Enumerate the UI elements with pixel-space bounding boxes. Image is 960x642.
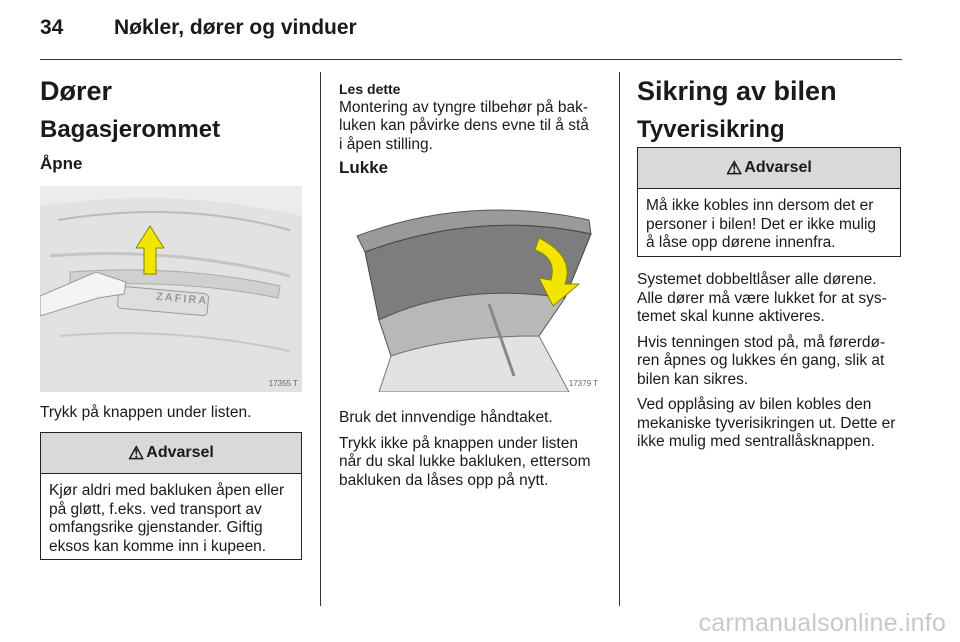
warning-triangle-icon: ⚠	[128, 442, 145, 463]
text-line: ren åpnes og lukkes én gang, slik at	[637, 352, 885, 369]
paragraph	[637, 334, 907, 390]
warning-header	[41, 433, 301, 474]
heading-open: Åpne	[40, 154, 83, 173]
warning-header	[638, 148, 900, 189]
text-line: Må ikke kobles inn dersom det er	[646, 197, 874, 214]
text-line: Systemet dobbeltlåser alle dørene.	[637, 271, 877, 288]
page-number: 34	[40, 16, 64, 39]
watermark: carmanualsonline.info	[698, 609, 946, 637]
paragraph	[339, 435, 604, 491]
text-line: å låse opp dørene innenfra.	[646, 234, 836, 251]
paragraph	[637, 271, 907, 327]
paragraph	[339, 409, 604, 428]
text-line: Alle dører må være lukket for at sys-	[637, 289, 887, 307]
figure-code: 17355 T	[268, 379, 298, 388]
text-line: luken kan påvirke dens evne til å stå	[339, 117, 589, 134]
text-line: når du skal lukke bakluken, ettersom	[339, 453, 591, 470]
text-line: temet skal kunne aktiveres.	[637, 308, 825, 325]
note-label: Les dette	[339, 81, 401, 97]
close-instructions	[339, 409, 604, 497]
text-line: Trykk ikke på knappen under listen	[339, 434, 578, 452]
header-rule	[40, 59, 902, 60]
figure-code: 17379 T	[568, 379, 598, 388]
model-badge: ZAFIRA	[155, 290, 209, 308]
figure-open-tailgate	[40, 186, 302, 392]
warning-text	[41, 474, 301, 564]
text-line: Ved opplåsing av bilen kobles den	[637, 396, 872, 413]
open-instruction	[40, 404, 251, 423]
warning-text	[638, 189, 900, 261]
section-title-doors: Dører	[40, 76, 113, 106]
antitheft-text	[637, 271, 907, 459]
text-line: mekaniske tyverisikringen ut. Dette er	[637, 414, 896, 432]
text-line: Montering av tyngre tilbehør på bak-	[339, 98, 588, 116]
text-line: på gløtt, f.eks. ved transport av	[49, 500, 262, 518]
warning-triangle-icon: ⚠	[726, 157, 743, 178]
warning-box	[40, 432, 302, 560]
warning-box	[637, 147, 901, 257]
text-line: bakluken da låses opp på nytt.	[339, 471, 549, 489]
text-line: i åpen stilling.	[339, 135, 433, 153]
note-block	[339, 80, 589, 154]
paragraph	[637, 396, 907, 452]
text-line: bilen kan sikres.	[637, 370, 749, 388]
text-line: Trykk på knappen under listen.	[40, 404, 252, 421]
section-title-security: Sikring av bilen	[637, 76, 837, 106]
text-line: personer i bilen! Det er ikke mulig	[646, 215, 877, 233]
chapter-title: Nøkler, dører og vinduer	[114, 16, 357, 39]
column-divider	[619, 72, 620, 606]
text-line: Bruk det innvendige håndtaket.	[339, 409, 553, 426]
warning-title: Advarsel	[744, 159, 812, 176]
subsection-title-trunk: Bagasjerommet	[40, 116, 221, 143]
text-line: Hvis tenningen stod på, må førerdø-	[637, 333, 886, 351]
text-line: omfangsrike gjenstander. Giftig	[49, 519, 263, 536]
column-divider	[320, 72, 321, 606]
figure-close-tailgate	[339, 186, 602, 392]
text-line: ikke mulig med sentrallåsknappen.	[637, 433, 875, 450]
text-line: Kjør aldri med bakluken åpen eller	[49, 482, 285, 499]
subsection-title-antitheft: Tyverisikring	[637, 116, 785, 143]
text-line: eksos kan komme inn i kupeen.	[49, 537, 267, 555]
heading-close: Lukke	[339, 158, 389, 177]
warning-title: Advarsel	[146, 444, 214, 461]
